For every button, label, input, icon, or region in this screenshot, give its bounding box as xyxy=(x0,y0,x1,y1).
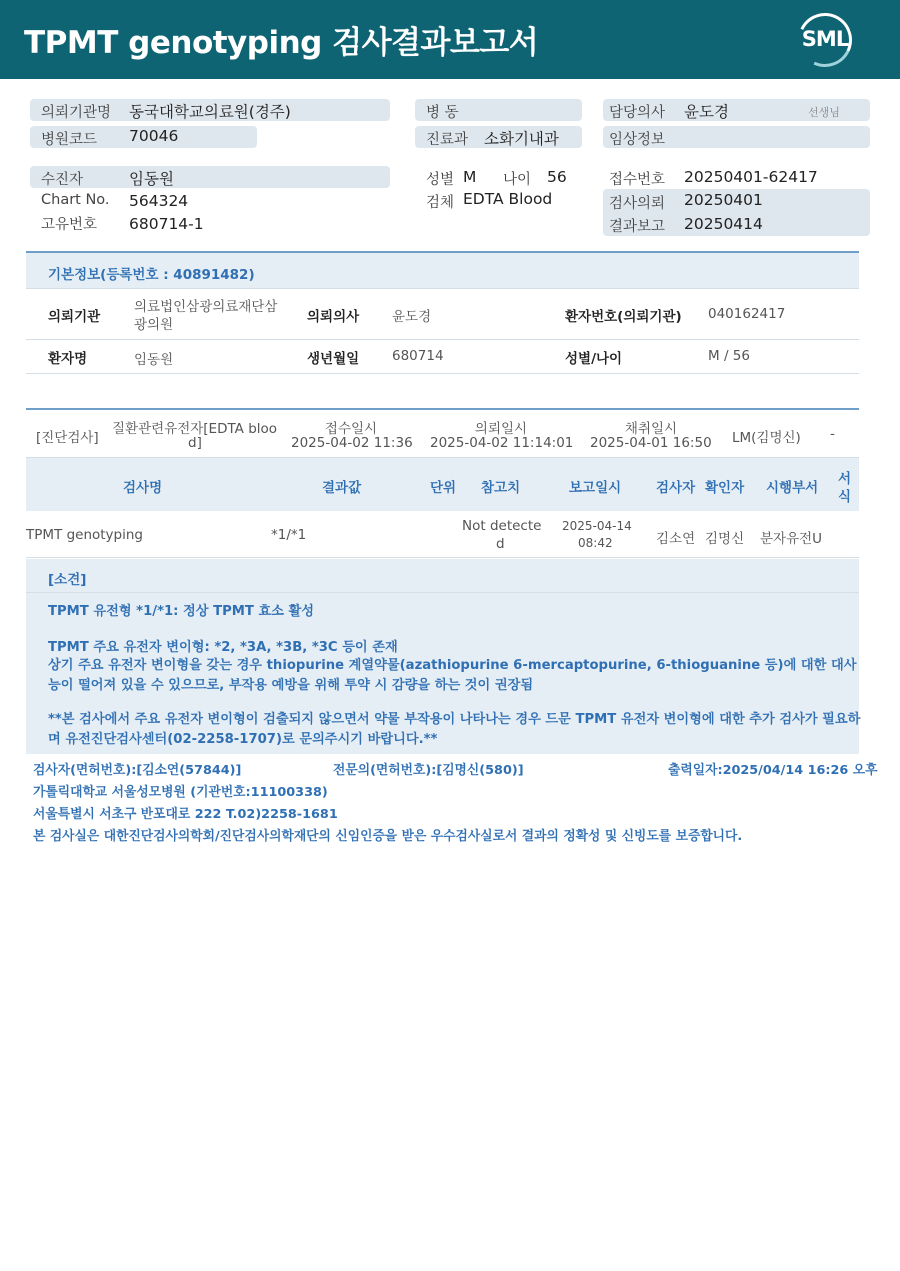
hospital-code-label: 병원코드 xyxy=(41,132,98,148)
age-value: 56 xyxy=(547,168,567,186)
finding-genotype: TPMT 유전형 *1/*1: 정상 TPMT 효소 활성 xyxy=(48,604,314,619)
chart-no-label: Chart No. xyxy=(41,192,110,208)
findings-header xyxy=(26,559,859,592)
unique-no-label: 고유번호 xyxy=(41,217,98,233)
divider xyxy=(26,288,859,289)
col-format-2: 식 xyxy=(838,489,852,505)
divider xyxy=(26,373,859,374)
report-date-value: 20250414 xyxy=(684,215,763,233)
lm-value: LM(김명신) xyxy=(732,430,801,446)
row-tester: 김소연 xyxy=(656,531,696,547)
row-report-date: 2025-04-14 xyxy=(562,519,632,533)
inst-label: 의뢰기관 xyxy=(48,309,101,325)
request-time-value: 2025-04-02 11:14:01 xyxy=(430,435,574,451)
name-label: 환자명 xyxy=(48,351,88,367)
logo-text: SML xyxy=(801,27,849,51)
col-reference: 참고치 xyxy=(481,480,521,496)
footer-tester: 검사자(면허번호):[김소연(57844)] xyxy=(33,763,242,778)
name-value: 임동원 xyxy=(134,352,174,368)
col-result: 결과값 xyxy=(322,480,362,496)
col-confirmer: 확인자 xyxy=(705,480,745,496)
footer-printed: 출력일자:2025/04/14 16:26 오후 xyxy=(668,763,878,778)
col-unit: 단위 xyxy=(430,480,457,496)
row-result: *1/*1 xyxy=(271,527,307,543)
req-doctor-value: 윤도경 xyxy=(392,309,432,325)
req-doctor-label: 의뢰의사 xyxy=(307,309,360,325)
basic-info-heading: 기본정보(등록번호 : 40891482) xyxy=(48,267,255,283)
patient-value: 임동원 xyxy=(129,170,174,188)
finding-recommendation: 상기 주요 유전자 변이형을 갖는 경우 thiopurine 계열약물(azathiopurine 6-mercaptopurine, 6-thioguanine 등)에 대한 대사능이 떨어져 있을 수 있으므로, 부작용 예방을 위해 투약 시 감량을 하는 것이 권장됨 xyxy=(48,658,857,693)
sexage-value: M / 56 xyxy=(708,348,750,364)
doctor-label: 담당의사 xyxy=(609,105,666,121)
divider xyxy=(26,557,859,558)
request-date-value: 20250401 xyxy=(684,191,763,209)
inst-value-line2: 광의원 xyxy=(134,317,174,333)
specimen-label: 검체 xyxy=(426,195,455,211)
doctor-value: 윤도경 xyxy=(684,103,729,121)
unique-no-value: 680714-1 xyxy=(129,215,204,233)
request-time-label: 의뢰일시 xyxy=(474,421,528,437)
col-department: 시행부서 xyxy=(766,480,819,496)
findings-body xyxy=(26,593,859,754)
sex-value: M xyxy=(463,168,477,186)
inst-value-line1: 의료법인삼광의료재단삼 xyxy=(134,299,278,315)
hospital-code-value: 70046 xyxy=(129,127,179,145)
results-header xyxy=(26,458,859,511)
department-label: 진료과 xyxy=(426,132,469,148)
doctor-suffix: 선생님 xyxy=(808,106,840,119)
col-tester: 검사자 xyxy=(656,480,696,496)
sex-label: 성별 xyxy=(426,172,455,188)
age-label: 나이 xyxy=(503,172,532,188)
clinical-info-label: 임상정보 xyxy=(609,132,666,148)
receipt-time-label: 접수일시 xyxy=(324,421,378,437)
footer-address: 서울특별시 서초구 반포대로 222 T.02)2258-1681 xyxy=(33,807,338,822)
lm-dash: - xyxy=(830,426,835,442)
diag-test-line1: 질환관련유전자[EDTA bloo xyxy=(112,421,278,437)
diagnostic-section xyxy=(26,408,859,558)
col-format-1: 서 xyxy=(838,471,852,487)
sml-logo xyxy=(798,13,852,67)
report-title: TPMT genotyping 검사결과보고서 xyxy=(24,25,539,61)
collect-time-value: 2025-04-01 16:50 xyxy=(590,435,712,451)
patient-no-value: 040162417 xyxy=(708,306,786,322)
patient-no-label: 환자번호(의뢰기관) xyxy=(565,309,682,325)
col-report-date: 보고일시 xyxy=(569,480,622,496)
report-header xyxy=(0,0,900,79)
row-report-time: 08:42 xyxy=(578,536,613,550)
receipt-time-value: 2025-04-02 11:36 xyxy=(291,435,413,451)
request-date-label: 검사의뢰 xyxy=(609,196,666,212)
diag-test-line2: d] xyxy=(188,435,202,451)
institution-label: 의뢰기관명 xyxy=(41,105,112,121)
institution-value: 동국대학교의료원(경주) xyxy=(129,103,291,121)
finding-variants: TPMT 주요 유전자 변이형: *2, *3A, *3B, *3C 등이 존재 xyxy=(48,640,398,655)
row-ref-line1: Not detecte xyxy=(462,518,542,534)
row-department: 분자유전U xyxy=(760,531,823,547)
row-ref-line2: d xyxy=(496,536,505,552)
divider xyxy=(26,339,859,340)
sexage-label: 성별/나이 xyxy=(565,351,623,367)
finding-note: **본 검사에서 주요 유전자 변이형이 검출되지 않으면서 약물 부작용이 나타나는 경우 드문 TPMT 유전자 변이형에 대한 추가 검사가 필요하며 유전진단검사센터(02-2258-1707)로 문의주시기 바랍니다.** xyxy=(48,712,861,747)
receipt-no-label: 접수번호 xyxy=(609,172,666,188)
department-value: 소화기내과 xyxy=(484,130,559,148)
footer-certification: 본 검사실은 대한진단검사의학회/진단검사의학재단의 신임인증을 받은 우수검사실로서 결과의 정확성 및 신빙도를 보증합니다. xyxy=(33,829,743,844)
row-confirmer: 김명신 xyxy=(705,531,745,547)
collect-time-label: 채취일시 xyxy=(624,421,678,437)
chart-no-value: 564324 xyxy=(129,192,189,210)
receipt-no-value: 20250401-62417 xyxy=(684,168,818,186)
basic-info-header xyxy=(26,251,859,288)
footer-specialist: 전문의(면허번호):[김명신(580)] xyxy=(333,763,524,778)
basic-info-section xyxy=(26,251,859,375)
findings-heading: [소견] xyxy=(48,572,87,588)
diag-category: [진단검사] xyxy=(36,430,99,446)
divider xyxy=(26,408,859,410)
col-test-name: 검사명 xyxy=(123,480,163,496)
dob-label: 생년월일 xyxy=(307,351,360,367)
specimen-value: EDTA Blood xyxy=(463,190,553,208)
footer-hospital: 가톨릭대학교 서울성모병원 (기관번호:11100338) xyxy=(33,785,328,800)
ward-label: 병 동 xyxy=(426,105,459,121)
patient-label: 수진자 xyxy=(41,172,84,188)
report-date-label: 결과보고 xyxy=(609,219,666,235)
row-test-name: TPMT genotyping xyxy=(26,527,143,543)
dob-value: 680714 xyxy=(392,348,444,364)
patient-row-bg xyxy=(30,166,390,188)
